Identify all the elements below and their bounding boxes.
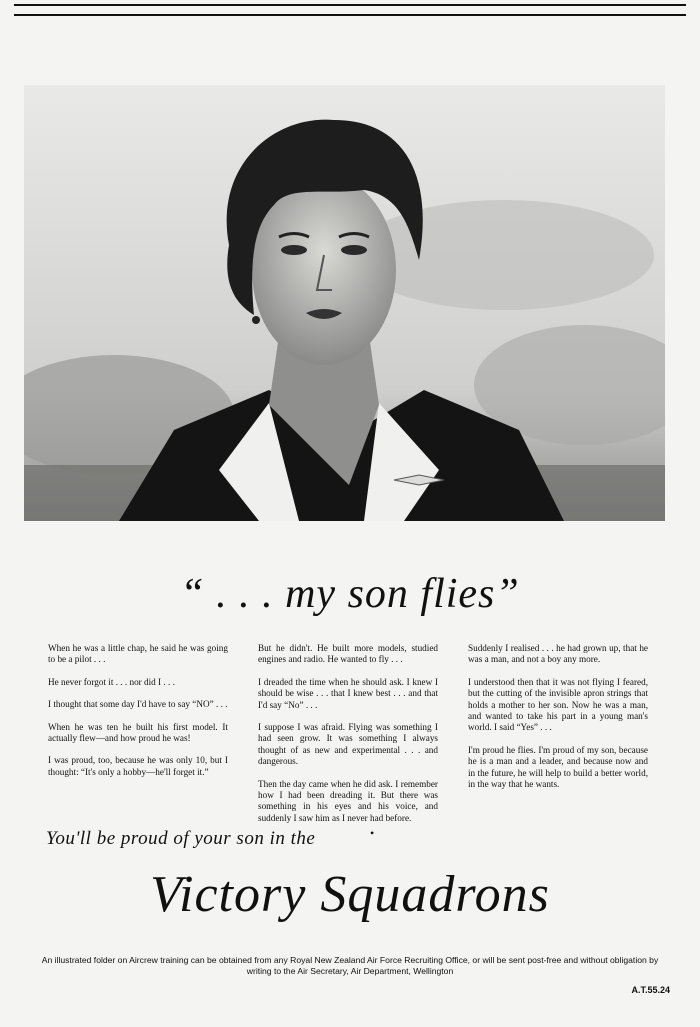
top-rule-secondary [14, 14, 686, 16]
paragraph: Then the day came when he did ask. I remember how I had been dreading it. But there was something in his eyes and his voice, and suddenly I saw him as I never had before. [258, 778, 438, 823]
paragraph: I understood then that it was not flying I feared, but the cutting of the invisible apron strings that holds a mother to her son. Now he was a man, and wanted to take his part in a young man's world. I said “Yes” . . . [468, 676, 648, 733]
paragraph: But he didn't. He built more models, studied engines and radio. He wanted to fly . . . [258, 643, 438, 665]
paragraph: I was proud, too, because he was only 10, but I thought: “It's only a hobby—he'll forget it.” [48, 755, 228, 777]
body-column-2 [258, 643, 438, 835]
tagline: You'll be proud of your son in the [46, 828, 316, 849]
portrait-illustration [24, 85, 665, 521]
body-column-1 [48, 643, 228, 789]
paragraph: I suppose I was afraid. Flying was something I had seen grow. It was something I always thought of as new and experimental . . . and dangerous. [258, 722, 438, 767]
headline: “ . . . my son flies” [180, 571, 520, 617]
bullet-dot: • [370, 826, 375, 840]
footer-text: An illustrated folder on Aircrew training can be obtained from any Royal New Zealand Air Force Recruiting Office, or will be sent post-free and without obligation by writing to the Air Secretary, Air Department, Wellington [41, 955, 659, 976]
paragraph: He never forgot it . . . nor did I . . . [48, 676, 175, 687]
paragraph: I dreaded the time when he should ask. I knew I should be wise . . . that I knew best . . . and that I'd say “No” . . . [258, 676, 438, 710]
paragraph: When he was a little chap, he said he was going to be a pilot . . . [48, 643, 228, 665]
brand-title: Victory Squadrons [150, 866, 550, 923]
body-column-3 [468, 643, 648, 801]
ad-code: A.T.55.24 [631, 985, 670, 995]
paragraph: I thought that some day I'd have to say “NO” . . . [48, 699, 228, 710]
paragraph: Suddenly I realised . . . he had grown up, that he was a man, and not a boy any more. [468, 643, 648, 665]
top-rule [14, 4, 686, 6]
paragraph: When he was ten he built his first model. It actually flew—and how proud he was! [48, 721, 228, 744]
woman-portrait-image [24, 85, 665, 521]
paragraph: I'm proud he flies. I'm proud of my son, because he is a man and a leader, and because now and in the future, he will help to build a better world, in the way that he wants. [468, 744, 648, 790]
